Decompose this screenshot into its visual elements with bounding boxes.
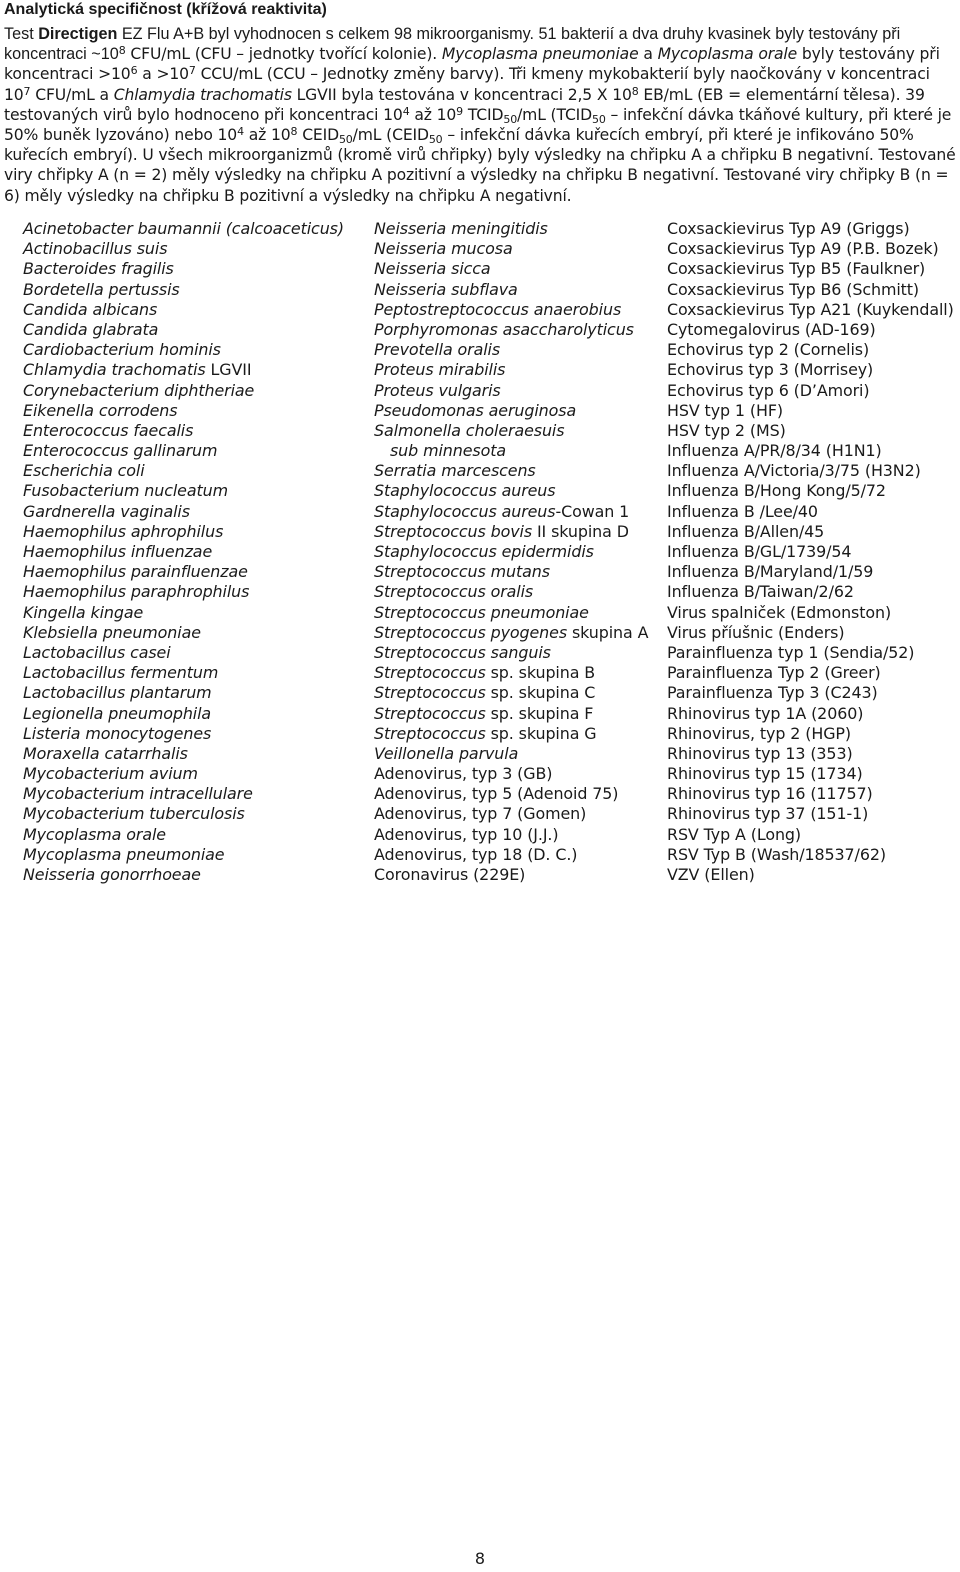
- list-item: Influenza B/Maryland/1/59: [667, 562, 874, 582]
- organism-name: Proteus vulgaris: [374, 380, 501, 400]
- list-item: [23, 784, 353, 804]
- list-item: Coxsackievirus Typ A9 (P.B. Bozek): [667, 239, 939, 259]
- list-item: Influenza B/Taiwan/2/62: [667, 582, 854, 602]
- organism-list-column-3: [667, 219, 960, 885]
- list-item: Influenza B/GL/1739/54: [667, 542, 852, 561]
- organism-name: Streptococcus mutans: [374, 562, 550, 582]
- exponent: 7: [23, 84, 31, 98]
- list-item: Influenza B/Hong Kong/5/72: [667, 481, 886, 501]
- intro-text: až 10: [409, 105, 457, 124]
- subscript: 50: [503, 112, 518, 126]
- list-item: [374, 461, 664, 481]
- list-item: [374, 845, 664, 865]
- intro-text: TCID: [463, 105, 504, 124]
- organism-name: Chlamydia trachomatis: [23, 360, 206, 380]
- organism-name: Enterococcus gallinarum: [23, 441, 218, 461]
- list-item: [374, 280, 664, 300]
- list-item: HSV typ 1 (HF): [667, 400, 783, 420]
- list-item: Virus spalniček (Edmonston): [667, 602, 892, 622]
- list-item: [23, 663, 353, 683]
- organism-name: Neisseria gonorrhoeae: [23, 865, 201, 884]
- organism-name: Enterococcus faecalis: [23, 420, 194, 440]
- list-item: Rhinovirus typ 1A (2060): [667, 703, 864, 723]
- exponent: 4: [237, 125, 244, 139]
- list-item: [23, 764, 353, 784]
- organism-name: Staphylococcus epidermidis: [374, 542, 594, 561]
- list-item: [23, 542, 353, 562]
- list-item: Influenza A/PR/8/34 (H1N1): [667, 441, 882, 461]
- list-item: [374, 562, 664, 582]
- organism-name: Listeria monocytogenes: [23, 723, 212, 743]
- intro-text: – infekční dávka tkáňové kultury, při které je 50% buněk lyzováno) nebo 10: [4, 105, 952, 145]
- organism-qualifier: sp. skupina G: [485, 723, 597, 743]
- list-item: Rhinovirus, typ 2 (HGP): [667, 723, 852, 743]
- organism-name: Porphyromonas asaccharolyticus: [374, 319, 634, 339]
- organism-name: Corynebacterium diphtheriae: [23, 380, 255, 400]
- organism-name: Lactobacillus plantarum: [23, 683, 212, 703]
- list-item: [23, 562, 353, 582]
- intro-text: /mL (CEID: [352, 126, 429, 145]
- intro-text: a: [638, 45, 658, 64]
- organism-name: Haemophilus aphrophilus: [23, 521, 224, 541]
- list-item: Influenza B/Allen/45: [667, 521, 825, 541]
- list-item: [23, 865, 353, 885]
- exponent: 6: [130, 64, 138, 78]
- list-item: Influenza A/Victoria/3/75 (H3N2): [667, 461, 921, 481]
- list-item: [23, 704, 353, 724]
- list-item: [23, 421, 353, 441]
- organism-name: Mycobacterium intracellulare: [23, 784, 253, 804]
- list-item: Echovirus typ 2 (Cornelis): [667, 340, 870, 360]
- organism-name: Staphylococcus aureus: [374, 501, 556, 521]
- list-item: [374, 219, 664, 239]
- list-item: [23, 582, 353, 602]
- list-item: [23, 219, 353, 239]
- list-item: [23, 623, 353, 643]
- organism-qualifier: Coronavirus (229E): [374, 865, 526, 884]
- list-item: [374, 704, 664, 724]
- list-item: [23, 825, 353, 845]
- organism-name: Fusobacterium nucleatum: [23, 481, 228, 501]
- organism-qualifier: Adenovirus, typ 3 (GB): [374, 764, 553, 784]
- organism-qualifier: skupina A: [567, 622, 649, 642]
- intro-paragraph: [4, 24, 956, 206]
- list-item: Coxsackievirus Typ A9 (Griggs): [667, 219, 910, 238]
- list-item: [374, 582, 664, 602]
- list-item: Coxsackievirus Typ A21 (Kuykendall): [667, 299, 954, 319]
- organism-list-column-1: [23, 219, 353, 885]
- list-item: [23, 481, 353, 501]
- organism-name: Bordetella pertussis: [23, 279, 180, 299]
- organism-qualifier: LGVII: [205, 360, 252, 380]
- list-item: [374, 865, 664, 885]
- organism-name: Streptococcus: [374, 663, 486, 683]
- list-item: Rhinovirus typ 15 (1734): [667, 764, 863, 784]
- list-item: [374, 724, 664, 744]
- list-item: [374, 340, 664, 360]
- list-item: Parainfluenza Typ 3 (C243): [667, 683, 878, 703]
- intro-text: /mL (TCID: [517, 105, 592, 124]
- list-item: [23, 381, 353, 401]
- organism-name: Bacteroides fragilis: [23, 259, 174, 279]
- organism-name: Serratia marcescens: [374, 461, 536, 481]
- exponent: 9: [456, 104, 464, 118]
- organism-name: Gardnerella vaginalis: [23, 501, 190, 521]
- list-item: VZV (Ellen): [667, 865, 755, 884]
- organism-name: Legionella pneumophila: [23, 703, 212, 723]
- intro-text: Test: [4, 25, 39, 43]
- list-item: [374, 643, 664, 663]
- organism-name: Escherichia coli: [23, 461, 145, 481]
- organism-name: Moraxella catarrhalis: [23, 743, 188, 763]
- list-item: [374, 663, 664, 683]
- organism-name: Mycoplasma pneumoniae: [441, 45, 639, 64]
- list-item: [374, 441, 664, 461]
- intro-text: až 10: [243, 126, 291, 145]
- list-item: [23, 401, 353, 421]
- list-item: [374, 623, 664, 643]
- list-item: [374, 502, 664, 522]
- organism-name: Candida glabrata: [23, 319, 159, 339]
- list-item: Echovirus typ 6 (D’Amori): [667, 380, 870, 400]
- organism-name: Haemophilus influenzae: [23, 542, 213, 561]
- organism-name: Eikenella corrodens: [23, 400, 178, 420]
- list-item: [23, 259, 353, 279]
- list-item: Virus příušnic (Enders): [667, 622, 845, 642]
- organism-name: Proteus mirabilis: [374, 360, 506, 380]
- list-item: [374, 401, 664, 421]
- organism-name: Mycobacterium avium: [23, 764, 198, 784]
- list-item: RSV Typ A (Long): [667, 824, 801, 844]
- exponent: 8: [290, 125, 298, 139]
- list-item: Rhinovirus typ 16 (11757): [667, 784, 873, 804]
- list-item: [374, 300, 664, 320]
- subscript: 50: [592, 112, 606, 126]
- list-item: [374, 381, 664, 401]
- organism-name: Streptococcus sanguis: [374, 642, 551, 662]
- organism-name: Streptococcus pyogenes: [374, 622, 568, 642]
- list-item: [374, 542, 664, 562]
- list-item: [23, 724, 353, 744]
- list-item: [23, 643, 353, 663]
- list-item: [374, 683, 664, 703]
- list-item: [23, 320, 353, 340]
- list-item: [23, 522, 353, 542]
- intro-text: EZ Flu A+B byl vyhodnocen s celkem 98 mikroorganismy. 51 bakterií a dva druhy kvasinek byly testovány při koncentraci ~10: [4, 25, 901, 64]
- list-item: [23, 300, 353, 320]
- organism-qualifier: Adenovirus, typ 10 (J.J.): [374, 824, 559, 844]
- intro-text: CFU/mL (CFU – jednotky tvořící kolonie).: [125, 45, 442, 64]
- organism-name: Streptococcus: [374, 703, 486, 723]
- organism-name: Mycoplasma pneumoniae: [23, 844, 225, 864]
- intro-text: byly testovány při koncentraci >10: [4, 45, 940, 84]
- list-item: [374, 825, 664, 845]
- list-item: [23, 461, 353, 481]
- organism-name: Mycoplasma orale: [657, 45, 798, 64]
- organism-name: Acinetobacter baumannii (calcoaceticus): [23, 219, 344, 238]
- intro-text: – infekční dávka kuřecích embryí, při které je infikováno 50% kuřecích embryí). U všech mikroorganizmů (kromě virů chřipky) byly výsledky na chřipku A a chřipku B negativní. Testované viry chřipky A (n = 2) měly výsledky na chřipku A pozitivní a výsledky na chřipku B negativní. Testované viry chřipky B (n = 6) měly výsledky na chřipku B pozitivní a výsledky na chřipku A negativní.: [4, 126, 956, 205]
- list-item: Cytomegalovirus (AD-169): [667, 319, 876, 339]
- exponent: 8: [118, 44, 126, 58]
- list-item: Parainfluenza Typ 2 (Greer): [667, 663, 881, 683]
- organism-name: Candida albicans: [23, 299, 158, 319]
- list-item: [374, 239, 664, 259]
- list-item: Rhinovirus typ 13 (353): [667, 743, 853, 763]
- organism-name: Veillonella parvula: [374, 743, 519, 763]
- list-item: [23, 502, 353, 522]
- organism-name: Neisseria sicca: [374, 259, 491, 279]
- list-item: Parainfluenza typ 1 (Sendia/52): [667, 642, 915, 662]
- intro-text: LGVII byla testována v koncentraci 2,5 X 10: [291, 85, 632, 104]
- organism-name: Mycoplasma orale: [23, 824, 166, 844]
- list-item: [23, 804, 353, 824]
- list-item: RSV Typ B (Wash/18537/62): [667, 844, 886, 864]
- organism-name: Neisseria meningitidis: [374, 219, 548, 238]
- list-item: [23, 683, 353, 703]
- list-item: [23, 744, 353, 764]
- product-name: Directigen: [38, 25, 118, 43]
- organism-name: Staphylococcus aureus: [374, 481, 556, 501]
- organism-name: Klebsiella pneumoniae: [23, 622, 201, 642]
- organism-qualifier: sp. skupina F: [485, 703, 594, 723]
- page-number: 8: [474, 1549, 486, 1568]
- organism-name: Mycobacterium tuberculosis: [23, 804, 245, 824]
- list-item: Rhinovirus typ 37 (151-1): [667, 804, 869, 824]
- intro-text: a >10: [137, 65, 189, 84]
- organism-name: Salmonella choleraesuis: [374, 420, 565, 440]
- intro-text: CEID: [297, 126, 339, 145]
- subscript: 50: [338, 133, 353, 147]
- list-item: Coxsackievirus Typ B6 (Schmitt): [667, 279, 920, 299]
- organism-name: Cardiobacterium hominis: [23, 340, 221, 360]
- organism-name: Lactobacillus fermentum: [23, 663, 219, 683]
- organism-qualifier: sp. skupina C: [485, 683, 596, 703]
- list-item: [23, 441, 353, 461]
- list-item: [374, 320, 664, 340]
- list-item: [23, 603, 353, 623]
- list-item: [374, 804, 664, 824]
- list-item: HSV typ 2 (MS): [667, 420, 786, 440]
- organism-name: Streptococcus pneumoniae: [374, 602, 589, 622]
- exponent: 7: [188, 64, 196, 78]
- organism-name: Prevotella oralis: [374, 340, 501, 360]
- organism-name: Streptococcus: [374, 723, 486, 743]
- list-item: Coxsackievirus Typ B5 (Faulkner): [667, 259, 926, 279]
- intro-text: CCU/mL (CCU – Jednotky změny barvy).: [195, 65, 509, 84]
- organism-qualifier: II skupina D: [532, 521, 629, 541]
- list-item: [374, 744, 664, 764]
- organism-name: Peptostreptococcus anaerobius: [374, 299, 622, 319]
- list-item: [374, 784, 664, 804]
- organism-name: Neisseria mucosa: [374, 239, 513, 259]
- list-item: [374, 764, 664, 784]
- organism-name: Neisseria subflava: [374, 279, 518, 299]
- organism-qualifier: Adenovirus, typ 5 (Adenoid 75): [374, 784, 619, 804]
- list-item: [374, 522, 664, 542]
- list-item: [374, 259, 664, 279]
- organism-name: Chlamydia trachomatis: [113, 85, 292, 104]
- intro-text: CFU/mL a: [30, 85, 114, 104]
- organism-name: Haemophilus parainfluenzae: [23, 562, 248, 582]
- list-item: [374, 481, 664, 501]
- section-heading: Analytická specifičnost (křížová reaktivita): [4, 1, 327, 18]
- list-item: [23, 360, 353, 380]
- organism-name: Streptococcus bovis: [374, 521, 533, 541]
- list-item: [23, 239, 353, 259]
- organism-list-column-2: [374, 219, 664, 885]
- organism-name: Streptococcus: [374, 683, 486, 703]
- organism-qualifier: Adenovirus, typ 18 (D. C.): [374, 844, 578, 864]
- organism-qualifier: sp. skupina B: [485, 663, 596, 683]
- organism-qualifier: Adenovirus, typ 7 (Gomen): [374, 804, 587, 824]
- organism-name: Kingella kingae: [23, 602, 144, 622]
- list-item: [23, 845, 353, 865]
- list-item: [374, 603, 664, 623]
- list-item: Echovirus typ 3 (Morrisey): [667, 360, 874, 380]
- subscript: 50: [428, 133, 443, 147]
- list-item: Influenza B /Lee/40: [667, 501, 818, 521]
- organism-name: Pseudomonas aeruginosa: [374, 400, 577, 420]
- organism-name: Actinobacillus suis: [23, 239, 168, 259]
- exponent: 8: [631, 84, 639, 98]
- organism-name: Streptococcus oralis: [374, 582, 534, 602]
- organism-name: Haemophilus paraphrophilus: [23, 582, 250, 602]
- organism-qualifier: -Cowan 1: [555, 501, 630, 521]
- organism-name: Lactobacillus casei: [23, 642, 171, 662]
- organism-name: sub minnesota: [390, 441, 506, 461]
- list-item: [374, 421, 664, 441]
- list-item: [23, 280, 353, 300]
- list-item: [23, 340, 353, 360]
- exponent: 4: [402, 104, 410, 118]
- intro-text: EB/mL (EB = elementární tělesa). 39 testovaných virů bylo hodnoceno při koncentraci 10: [4, 85, 925, 124]
- list-item: [374, 360, 664, 380]
- intro-text: Tři kmeny mykobakterií byly naočkovány v koncentraci 10: [4, 65, 930, 104]
